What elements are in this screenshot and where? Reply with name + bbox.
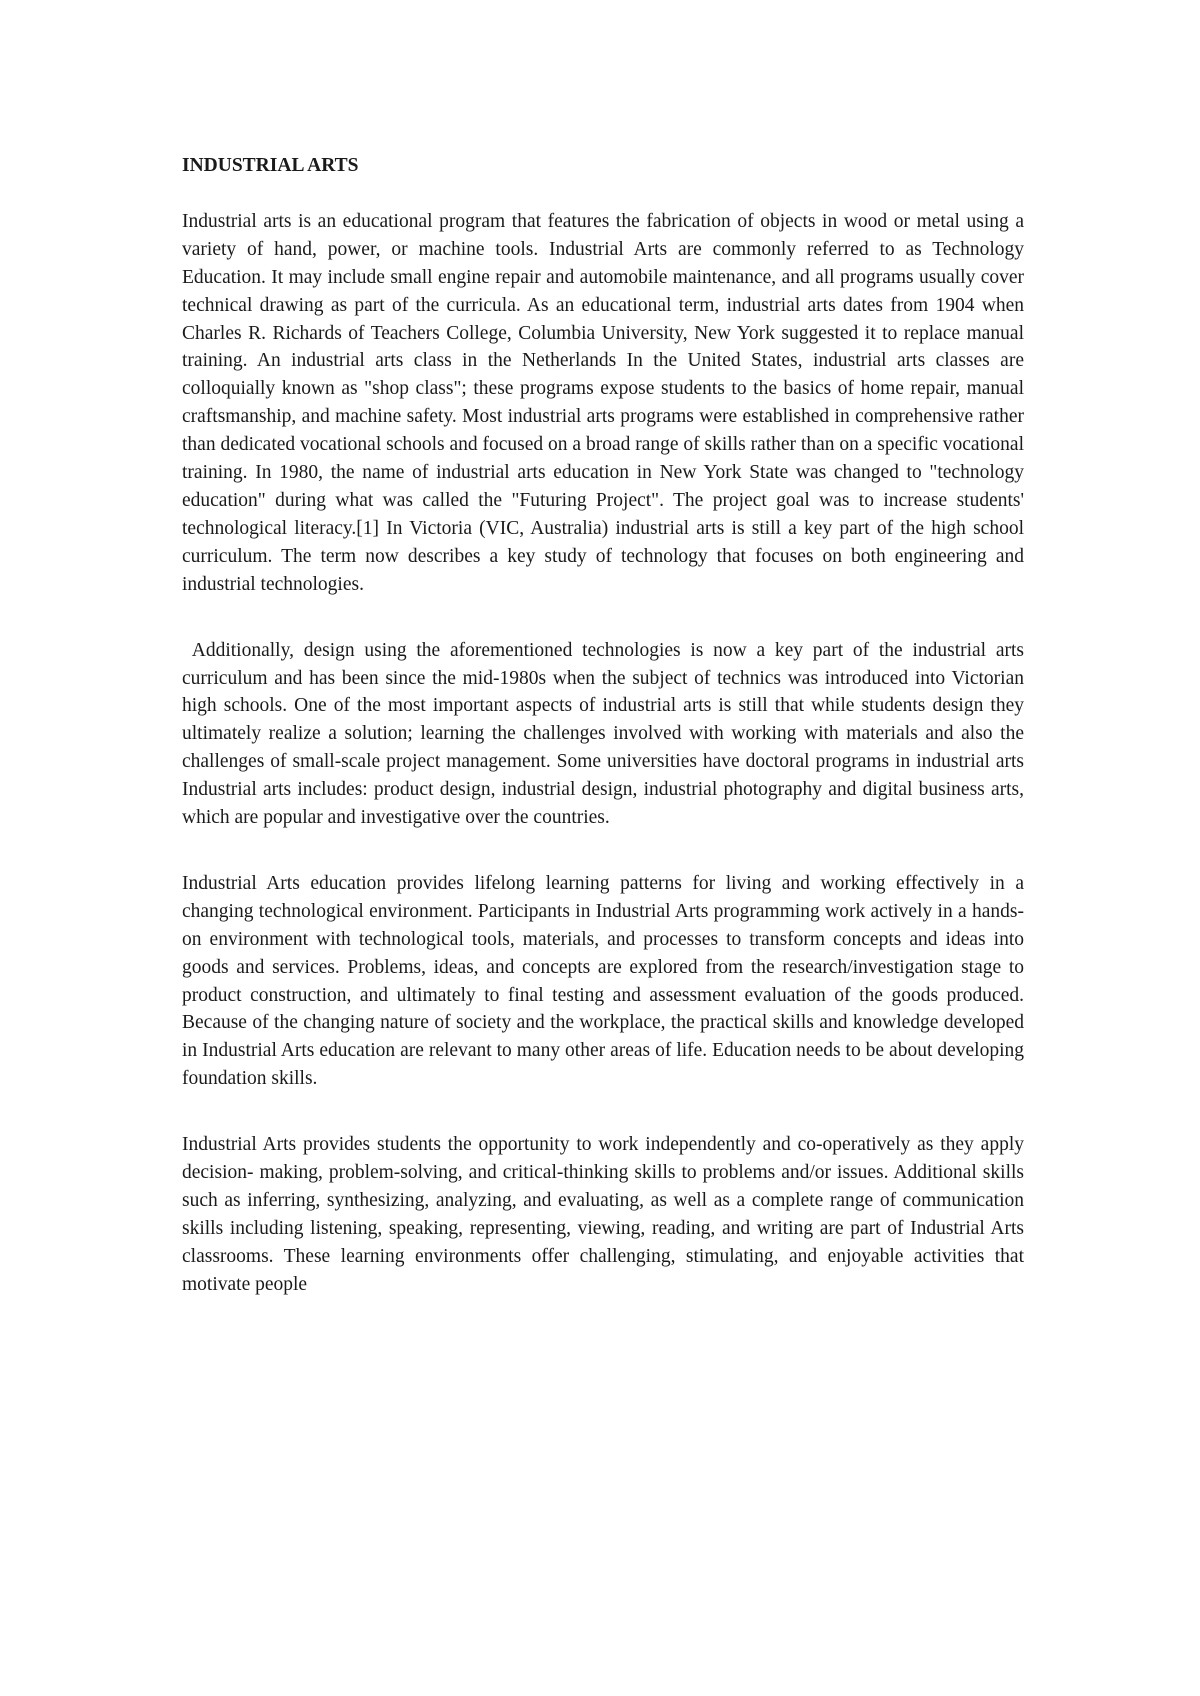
paragraph-3: Industrial Arts education provides lifelong learning patterns for living and working effectively in a changing technological environment. Participants in Industrial Arts programming work actively in a hands-on environment with technological tools, materials, and processes to transform concepts and ideas into goods and services. Problems, ideas, and concepts are explored from the research/investigation stage to product construction, and ultimately to final testing and assessment evaluation of the goods produced. Because of the changing nature of society and the workplace, the practical skills and knowledge developed in Industrial Arts education are relevant to many other areas of life. Education needs to be about developing foundation skills. — [182, 872, 1024, 1090]
paragraph-1: Industrial arts is an educational program that features the fabrication of objects in wood or metal using a variety of hand, power, or machine tools. Industrial Arts are commonly referred to as Technology Education. It may include small engine repair and automobile maintenance, and all programs usually cover technical drawing as part of the curricula. As an educational term, industrial arts dates from 1904 when Charles R. Richards of Teachers College, Columbia University, New York suggested it to replace manual training. An industrial arts class in the Netherlands In the United States, industrial arts classes are colloquially known as "shop class"; these programs expose students to the basics of home repair, manual craftsmanship, and machine safety. Most industrial arts programs were established in comprehensive rather than dedicated vocational schools and focused on a broad range of skills rather than on a specific vocational training. In 1980, the name of industrial arts education in New York State was changed to "technology education" during what was called the "Futuring Project". The project goal was to increase students' technological literacy.[1] In Victoria (VIC, Australia) industrial arts is still a key part of the high school curriculum. The term now describes a key study of technology that focuses on both engineering and industrial technologies. — [182, 210, 1024, 595]
document-body — [182, 152, 1024, 1337]
paragraph-4: Industrial Arts provides students the opportunity to work independently and co-operatively as they apply decision- making, problem-solving, and critical-thinking skills to problems and/or issues. Additional skills such as inferring, synthesizing, analyzing, and evaluating, as well as a complete range of communication skills including listening, speaking, representing, viewing, reading, and writing are part of Industrial Arts classrooms. These learning environments offer challenging, stimulating, and enjoyable activities that motivate people — [182, 1134, 1024, 1295]
document-title: INDUSTRIAL ARTS — [182, 155, 359, 176]
paragraph-2: Additionally, design using the aforementioned technologies is now a key part of the industrial arts curriculum and has been since the mid-1980s when the subject of technics was introduced into Victorian high schools. One of the most important aspects of industrial arts is still that while students design they ultimately realize a solution; learning the challenges involved with working with materials and also the challenges of small-scale project management. Some universities have doctoral programs in industrial arts Industrial arts includes: product design, industrial design, industrial photography and digital business arts, which are popular and investigative over the countries. — [182, 639, 1025, 829]
